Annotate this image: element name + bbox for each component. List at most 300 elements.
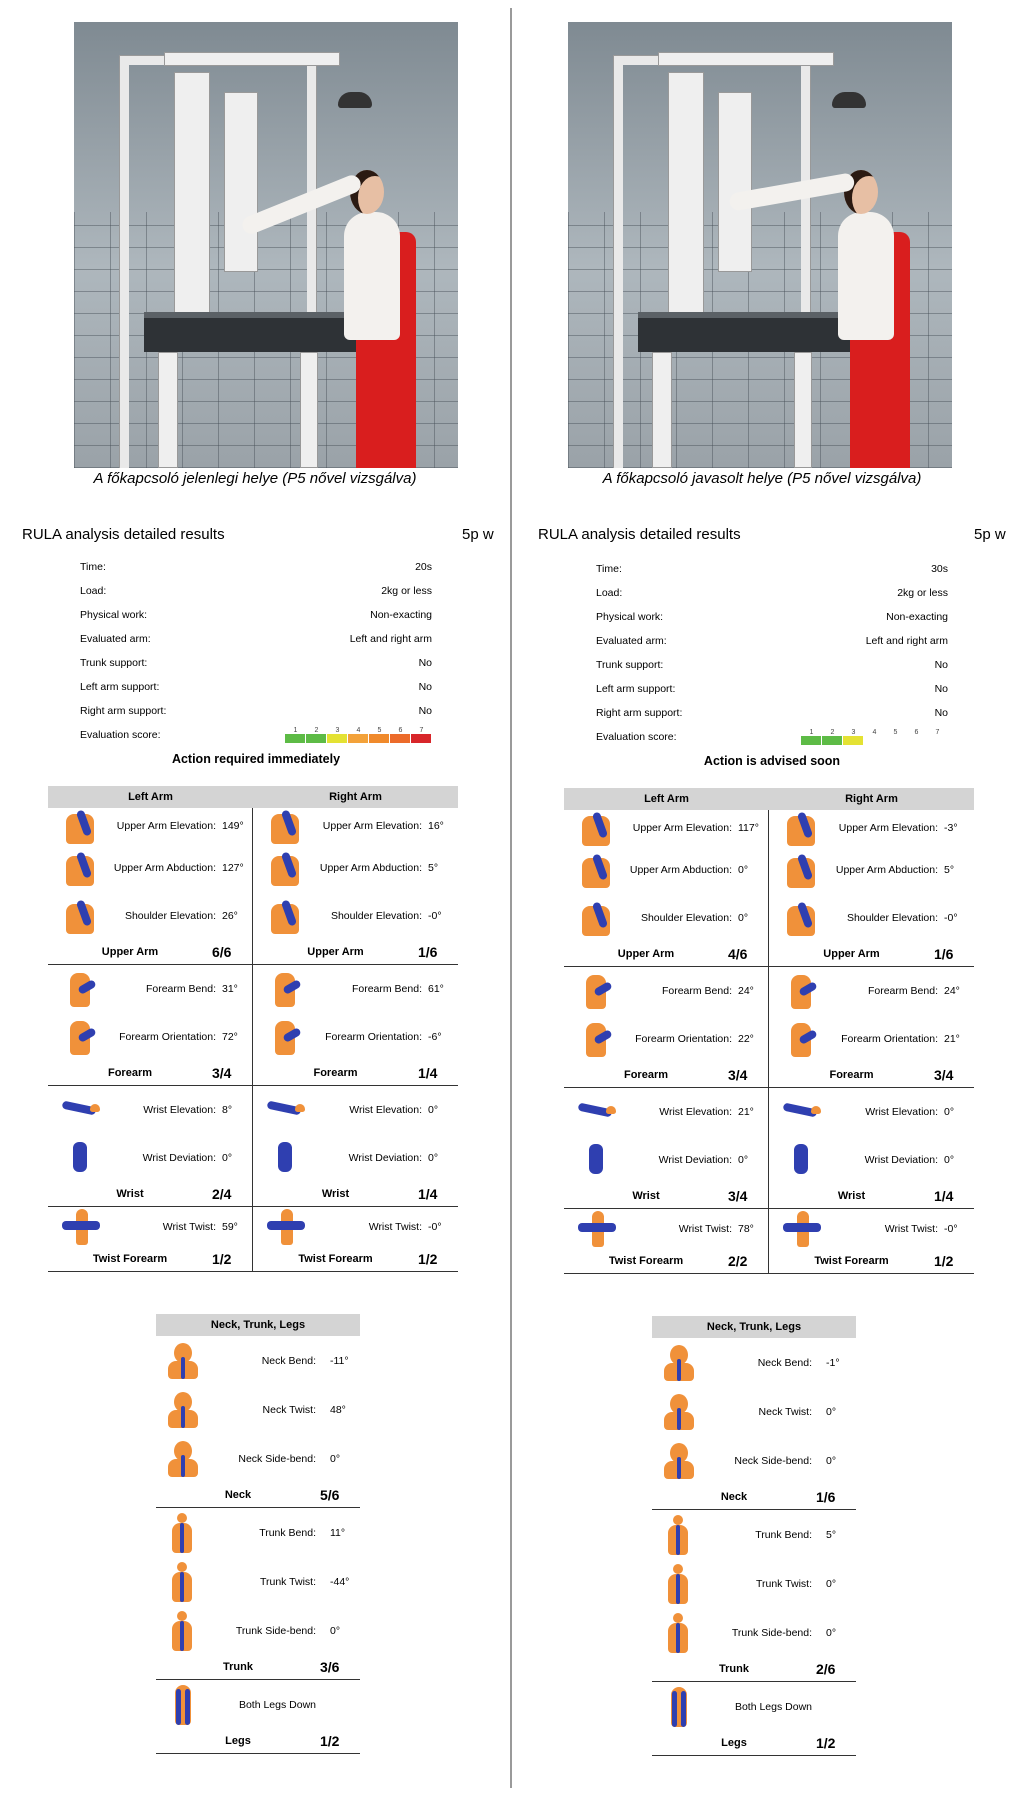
right-arm-measure-label: Forearm Orientation: xyxy=(841,1033,938,1045)
left-arm-measure-label: Upper Arm Elevation: xyxy=(632,822,732,834)
right-arm-measure-label: Wrist Twist: xyxy=(884,1223,938,1235)
forearm-posture-icon xyxy=(781,971,823,1011)
setting-value: Non-exacting xyxy=(886,611,948,623)
right-arm-measure-label: Wrist Elevation: xyxy=(865,1106,938,1118)
setting-value: 2kg or less xyxy=(897,587,948,599)
score-scale-number: 1 xyxy=(809,729,814,736)
setting-value: 20s xyxy=(415,561,432,573)
body-section-summary-label: Legs xyxy=(225,1735,251,1747)
body-measure-row xyxy=(652,1510,856,1559)
left-arm-summary xyxy=(564,942,768,966)
setting-label: Load: xyxy=(80,585,107,597)
forearm-posture-icon xyxy=(576,1019,618,1059)
body-section-summary-label: Neck xyxy=(224,1489,252,1501)
body-measure-value: 48° xyxy=(330,1403,346,1416)
right-arm-measure-row xyxy=(253,1013,458,1061)
left-arm-measure-value: 117° xyxy=(738,822,759,834)
body-measure-row xyxy=(156,1385,360,1434)
left-arm-summary xyxy=(48,1247,252,1271)
trunk-posture-icon xyxy=(162,1562,204,1602)
body-section-summary-label: Trunk xyxy=(719,1663,749,1675)
upper-arm-posture-icon xyxy=(781,808,823,848)
body-measure-row xyxy=(156,1336,360,1385)
left-arm-measure-label: Wrist Deviation: xyxy=(142,1152,216,1164)
left-arm-measure-label: Upper Arm Abduction: xyxy=(629,864,732,876)
forearm-posture-icon xyxy=(781,1019,823,1059)
setting-value: 30s xyxy=(931,563,948,575)
arm-section xyxy=(48,1086,458,1207)
neck-posture-icon xyxy=(162,1439,204,1479)
right-arm-measure-value: 0° xyxy=(944,1106,955,1118)
right-arm-measure-label: Wrist Elevation: xyxy=(349,1104,422,1116)
image-caption: A főkapcsoló jelenlegi helye (P5 nővel vizsgálva) xyxy=(93,470,417,487)
right-arm-measure-label: Wrist Twist: xyxy=(368,1221,422,1233)
body-section xyxy=(156,1336,360,1508)
arm-section xyxy=(48,808,458,965)
left-arm-score: 3/4 xyxy=(212,1065,232,1081)
setting-row xyxy=(596,653,948,677)
score-scale-cell xyxy=(369,734,390,743)
left-arm-section xyxy=(48,1086,253,1206)
forearm-posture-icon xyxy=(265,1017,307,1057)
trunk-posture-icon xyxy=(162,1611,204,1651)
left-arm-measure-row xyxy=(564,1209,768,1249)
right-arm-measure-row xyxy=(769,810,974,846)
body-section xyxy=(652,1510,856,1682)
left-arm-measure-row xyxy=(48,892,252,940)
setting-value: 2kg or less xyxy=(381,585,432,597)
body-measure-label: Trunk Side-bend: xyxy=(235,1624,316,1637)
right-arm-summary-label: Forearm xyxy=(829,1069,874,1081)
right-arm-score: 3/4 xyxy=(934,1067,954,1083)
right-arm-measure-label: Wrist Deviation: xyxy=(348,1152,422,1164)
left-arm-section xyxy=(564,1088,769,1208)
left-arm-section xyxy=(564,810,769,966)
right-arm-summary xyxy=(769,1249,974,1273)
left-arm-measure-label: Shoulder Elevation: xyxy=(124,910,216,922)
left-arm-summary xyxy=(48,940,252,964)
body-measure-label: Neck Bend: xyxy=(261,1354,316,1367)
setting-row xyxy=(596,581,948,605)
neck-posture-icon xyxy=(658,1343,700,1383)
body-section-score: 5/6 xyxy=(320,1487,340,1503)
score-scale-cell xyxy=(864,736,885,745)
right-report-panel xyxy=(512,0,1024,1797)
setting-label: Left arm support: xyxy=(596,683,676,695)
setting-label: Time: xyxy=(80,561,106,573)
left-arm-summary-label: Forearm xyxy=(107,1067,153,1079)
left-arm-measure-label: Forearm Orientation: xyxy=(635,1033,732,1045)
setting-row xyxy=(596,605,948,629)
setting-label: Trunk support: xyxy=(596,659,664,671)
body-section-summary xyxy=(652,1731,856,1755)
right-arm-measure-row xyxy=(253,844,458,892)
setting-label: Load: xyxy=(596,587,623,599)
arm-section xyxy=(564,810,974,967)
left-arm-measure-label: Wrist Elevation: xyxy=(659,1106,732,1118)
body-measure-label: Trunk Bend: xyxy=(259,1526,316,1539)
upper-arm-posture-icon xyxy=(576,850,618,890)
right-arm-score: 1/4 xyxy=(418,1065,438,1081)
forearm-posture-icon xyxy=(60,1017,102,1057)
left-arm-header: Left Arm xyxy=(644,793,689,805)
wrist-elevation-posture-icon xyxy=(576,1092,618,1132)
left-arm-measure-label: Wrist Twist: xyxy=(162,1221,216,1233)
right-arm-measure-label: Wrist Deviation: xyxy=(864,1154,938,1166)
right-arm-measure-value: 0° xyxy=(428,1152,439,1164)
right-arm-measure-row xyxy=(769,846,974,894)
left-arm-measure-value: 8° xyxy=(222,1104,233,1116)
body-measure-value: 0° xyxy=(330,1624,341,1637)
setting-value: No xyxy=(418,705,432,717)
left-arm-section xyxy=(48,965,253,1085)
setting-label: Evaluated arm: xyxy=(80,633,151,645)
body-section xyxy=(652,1682,856,1756)
setting-row xyxy=(596,629,948,653)
wrist-twist-posture-icon xyxy=(60,1207,102,1247)
score-scale-number: 5 xyxy=(893,729,898,736)
left-arm-summary xyxy=(48,1182,252,1206)
right-arm-measure-row xyxy=(253,1134,458,1182)
right-arm-section xyxy=(253,965,458,1085)
setting-label: Time: xyxy=(596,563,622,575)
left-arm-measure-value: 24° xyxy=(738,985,754,997)
score-scale-cell xyxy=(348,734,369,743)
left-arm-measure-row xyxy=(48,1134,252,1182)
setting-row xyxy=(80,627,432,651)
left-arm-summary xyxy=(48,1061,252,1085)
body-section-summary xyxy=(156,1483,360,1507)
body-section-summary-label: Legs xyxy=(721,1737,747,1749)
body-section xyxy=(156,1508,360,1680)
upper-arm-posture-icon xyxy=(60,848,102,888)
body-measure-label: Neck Bend: xyxy=(757,1356,812,1369)
left-arm-measure-label: Forearm Bend: xyxy=(145,983,216,995)
left-arm-measure-value: 59° xyxy=(222,1221,238,1233)
body-measure-value: -1° xyxy=(826,1356,840,1369)
legs-posture-icon xyxy=(162,1685,204,1725)
right-arm-section xyxy=(769,1209,974,1273)
left-arm-measure-value: 31° xyxy=(222,983,238,995)
action-level-text: Action is advised soon xyxy=(703,754,841,768)
body-measure-row xyxy=(156,1680,360,1729)
right-arm-measure-label: Forearm Orientation: xyxy=(325,1031,422,1043)
analysis-settings xyxy=(80,555,432,747)
left-arm-summary-label: Wrist xyxy=(116,1188,144,1200)
body-measure-label: Neck Twist: xyxy=(262,1403,316,1416)
wrist-elevation-posture-icon xyxy=(781,1092,823,1132)
score-scale-cell xyxy=(927,736,948,745)
left-arm-measure-row xyxy=(48,1207,252,1247)
right-arm-measure-value: 16° xyxy=(428,820,444,832)
body-measure-row xyxy=(652,1387,856,1436)
body-measure-label: Trunk Bend: xyxy=(755,1528,812,1541)
right-arm-measure-label: Shoulder Elevation: xyxy=(846,912,938,924)
right-arm-score: 1/6 xyxy=(934,946,954,962)
right-arm-measure-value: 21° xyxy=(944,1033,960,1045)
neck-trunk-legs-header: Neck, Trunk, Legs xyxy=(156,1314,360,1336)
body-measure-row xyxy=(652,1559,856,1608)
left-arm-measure-row xyxy=(48,965,252,1013)
right-arm-measure-value: -0° xyxy=(428,910,442,922)
left-arm-measure-value: 78° xyxy=(738,1223,754,1235)
right-arm-measure-row xyxy=(769,894,974,942)
setting-row xyxy=(80,555,432,579)
shoulder-posture-icon xyxy=(60,896,102,936)
right-arm-measure-value: -0° xyxy=(428,1221,442,1233)
setting-value: Left and right arm xyxy=(349,633,432,645)
trunk-posture-icon xyxy=(162,1513,204,1553)
upper-arm-posture-icon xyxy=(60,806,102,846)
score-scale-number: 4 xyxy=(356,727,361,734)
right-arm-summary xyxy=(769,1063,974,1087)
trunk-posture-icon xyxy=(658,1613,700,1653)
left-arm-measure-value: 127° xyxy=(222,862,244,874)
action-level-text: Action required immediately xyxy=(171,752,341,766)
score-scale-cell xyxy=(285,734,306,743)
setting-row xyxy=(596,557,948,581)
score-scale-number: 2 xyxy=(830,729,835,736)
left-arm-measure-value: 26° xyxy=(222,910,238,922)
upper-arm-posture-icon xyxy=(576,808,618,848)
body-measure-label: Trunk Twist: xyxy=(259,1575,316,1588)
left-arm-measure-label: Upper Arm Elevation: xyxy=(116,820,216,832)
body-section-score: 3/6 xyxy=(320,1659,340,1675)
setting-label: Physical work: xyxy=(596,611,664,623)
arm-section xyxy=(564,967,974,1088)
body-measure-label: Both Legs Down xyxy=(238,1698,316,1711)
right-arm-measure-row xyxy=(769,1015,974,1063)
left-arm-measure-value: 72° xyxy=(222,1031,238,1043)
right-arm-summary-label: Twist Forearm xyxy=(298,1253,373,1265)
score-scale-number: 5 xyxy=(377,727,382,734)
right-arm-summary-label: Upper Arm xyxy=(823,948,880,960)
body-measure-value: 0° xyxy=(330,1452,341,1465)
left-arm-summary-label: Wrist xyxy=(632,1190,660,1202)
left-arm-measure-row xyxy=(564,1136,768,1184)
score-scale-number: 7 xyxy=(419,727,424,734)
right-arm-summary-label: Upper Arm xyxy=(307,946,364,958)
body-section-summary xyxy=(652,1485,856,1509)
evaluation-score-bar xyxy=(285,727,432,743)
left-arm-measure-value: 0° xyxy=(738,912,749,924)
score-scale-number: 3 xyxy=(335,727,340,734)
right-arm-measure-value: 24° xyxy=(944,985,960,997)
score-scale-cell xyxy=(327,734,348,743)
left-arm-measure-value: 0° xyxy=(738,864,749,876)
right-arm-measure-row xyxy=(769,967,974,1015)
body-section xyxy=(156,1680,360,1754)
left-arm-measure-label: Shoulder Elevation: xyxy=(640,912,732,924)
right-arm-measure-value: 61° xyxy=(428,983,444,995)
left-arm-measure-row xyxy=(564,810,768,846)
setting-label: Left arm support: xyxy=(80,681,160,693)
neck-posture-icon xyxy=(658,1392,700,1432)
right-arm-measure-label: Upper Arm Abduction: xyxy=(319,862,422,874)
wrist-twist-posture-icon xyxy=(781,1209,823,1249)
right-arm-measure-row xyxy=(253,892,458,940)
body-measure-value: 0° xyxy=(826,1577,837,1590)
left-arm-score: 1/2 xyxy=(212,1251,232,1267)
workstation-render-image xyxy=(568,22,952,468)
arm-section xyxy=(48,965,458,1086)
setting-value: Non-exacting xyxy=(370,609,432,621)
neck-posture-icon xyxy=(658,1441,700,1481)
setting-label: Physical work: xyxy=(80,609,148,621)
left-arm-measure-label: Forearm Bend: xyxy=(661,985,732,997)
right-arm-measure-label: Shoulder Elevation: xyxy=(330,910,422,922)
score-scale-cell xyxy=(906,736,927,745)
right-arm-score: 1/2 xyxy=(934,1253,954,1269)
wrist-elevation-posture-icon xyxy=(265,1090,307,1130)
body-measure-label: Neck Side-bend: xyxy=(238,1452,316,1465)
setting-label: Evaluated arm: xyxy=(596,635,667,647)
setting-label: Right arm support: xyxy=(80,705,167,717)
left-arm-measure-value: 149° xyxy=(222,820,244,832)
body-measure-value: -11° xyxy=(330,1354,349,1367)
body-section-score: 1/6 xyxy=(816,1489,836,1505)
left-arm-summary xyxy=(564,1249,768,1273)
right-arm-summary xyxy=(253,1061,458,1085)
right-arm-measure-row xyxy=(769,1209,974,1249)
setting-row xyxy=(80,603,432,627)
setting-row xyxy=(80,579,432,603)
upper-arm-posture-icon xyxy=(265,806,307,846)
right-arm-measure-row xyxy=(253,965,458,1013)
left-arm-measure-label: Forearm Orientation: xyxy=(119,1031,216,1043)
setting-value: No xyxy=(934,707,948,719)
score-scale-number: 4 xyxy=(872,729,877,736)
forearm-posture-icon xyxy=(265,969,307,1009)
body-section xyxy=(652,1338,856,1510)
score-scale-cell xyxy=(801,736,822,745)
score-scale-cell xyxy=(822,736,843,745)
setting-value: Left and right arm xyxy=(865,635,948,647)
neck-trunk-legs-table xyxy=(156,1314,360,1754)
right-arm-section xyxy=(253,808,458,964)
evaluation-score-label: Evaluation score: xyxy=(596,731,677,743)
body-measure-value: 0° xyxy=(826,1454,837,1467)
left-arm-score: 4/6 xyxy=(728,946,748,962)
left-arm-measure-row xyxy=(48,844,252,892)
score-scale-cell xyxy=(390,734,411,743)
report-title: RULA analysis detailed results xyxy=(22,526,225,543)
left-arm-measure-label: Wrist Elevation: xyxy=(143,1104,216,1116)
setting-row xyxy=(596,677,948,701)
setting-row xyxy=(80,699,432,723)
left-arm-header: Left Arm xyxy=(128,791,173,803)
right-arm-score: 1/4 xyxy=(934,1188,954,1204)
left-arm-section xyxy=(564,967,769,1087)
left-arm-summary xyxy=(564,1063,768,1087)
score-scale-number: 3 xyxy=(851,729,856,736)
left-arm-summary-label: Forearm xyxy=(623,1069,669,1081)
right-arm-section xyxy=(253,1207,458,1271)
left-arm-section xyxy=(48,1207,253,1271)
body-measure-value: 0° xyxy=(826,1405,837,1418)
body-measure-label: Neck Twist: xyxy=(758,1405,812,1418)
left-arm-measure-row xyxy=(48,808,252,844)
arm-table-header xyxy=(48,786,458,808)
score-scale-number: 2 xyxy=(314,727,319,734)
body-measure-row xyxy=(652,1608,856,1657)
body-measure-value: -44° xyxy=(330,1575,350,1588)
right-arm-score: 1/2 xyxy=(418,1251,438,1267)
right-arm-section xyxy=(769,1088,974,1208)
shoulder-posture-icon xyxy=(265,896,307,936)
right-arm-summary xyxy=(769,1184,974,1208)
body-measure-value: 0° xyxy=(826,1626,837,1639)
left-arm-summary-label: Upper Arm xyxy=(101,946,159,958)
right-arm-measure-value: 0° xyxy=(428,1104,439,1116)
left-arm-measure-label: Wrist Twist: xyxy=(678,1223,732,1235)
body-section-summary-label: Trunk xyxy=(223,1661,253,1673)
setting-value: No xyxy=(934,659,948,671)
right-arm-measure-row xyxy=(253,808,458,844)
left-arm-measure-row xyxy=(564,846,768,894)
body-measure-row xyxy=(652,1682,856,1731)
left-arm-section xyxy=(564,1209,769,1273)
evaluation-score-row xyxy=(596,725,948,749)
right-arm-measure-row xyxy=(769,1136,974,1184)
right-arm-summary xyxy=(253,940,458,964)
wrist-deviation-posture-icon xyxy=(265,1138,307,1178)
right-arm-score: 1/4 xyxy=(418,1186,438,1202)
left-arm-measure-value: 22° xyxy=(738,1033,754,1045)
body-measure-label: Trunk Side-bend: xyxy=(731,1626,812,1639)
score-scale-cell xyxy=(411,734,432,743)
wrist-twist-posture-icon xyxy=(576,1209,618,1249)
shoulder-posture-icon xyxy=(576,898,618,938)
left-arm-summary-label: Upper Arm xyxy=(617,948,675,960)
neck-posture-icon xyxy=(162,1341,204,1381)
arm-section xyxy=(48,1207,458,1272)
score-scale-cell xyxy=(885,736,906,745)
score-scale-number: 7 xyxy=(935,729,940,736)
body-measure-row xyxy=(652,1436,856,1485)
score-scale-number: 6 xyxy=(914,729,919,736)
left-arm-measure-row xyxy=(564,894,768,942)
arm-results-table xyxy=(564,788,974,1274)
evaluation-score-label: Evaluation score: xyxy=(80,729,161,741)
trunk-posture-icon xyxy=(658,1515,700,1555)
right-arm-measure-label: Upper Arm Elevation: xyxy=(322,820,422,832)
body-section-score: 2/6 xyxy=(816,1661,836,1677)
score-scale-number: 1 xyxy=(293,727,298,734)
upper-arm-posture-icon xyxy=(781,850,823,890)
setting-label: Trunk support: xyxy=(80,657,148,669)
wrist-deviation-posture-icon xyxy=(781,1140,823,1180)
trunk-posture-icon xyxy=(658,1564,700,1604)
left-arm-summary-label: Twist Forearm xyxy=(92,1253,168,1265)
left-arm-measure-label: Wrist Deviation: xyxy=(658,1154,732,1166)
arm-table-header xyxy=(564,788,974,810)
left-arm-measure-row xyxy=(564,1015,768,1063)
right-arm-measure-value: 0° xyxy=(944,1154,955,1166)
score-scale-cell xyxy=(843,736,864,745)
left-arm-measure-label: Upper Arm Abduction: xyxy=(113,862,216,874)
left-arm-summary-label: Twist Forearm xyxy=(608,1255,684,1267)
left-arm-score: 3/4 xyxy=(728,1188,748,1204)
forearm-posture-icon xyxy=(60,969,102,1009)
right-arm-header: Right Arm xyxy=(845,793,898,805)
left-arm-section xyxy=(48,808,253,964)
setting-value: No xyxy=(418,657,432,669)
right-arm-section xyxy=(253,1086,458,1206)
body-measure-label: Both Legs Down xyxy=(734,1700,812,1713)
analysis-settings xyxy=(596,557,948,749)
left-arm-score: 2/4 xyxy=(212,1186,232,1202)
